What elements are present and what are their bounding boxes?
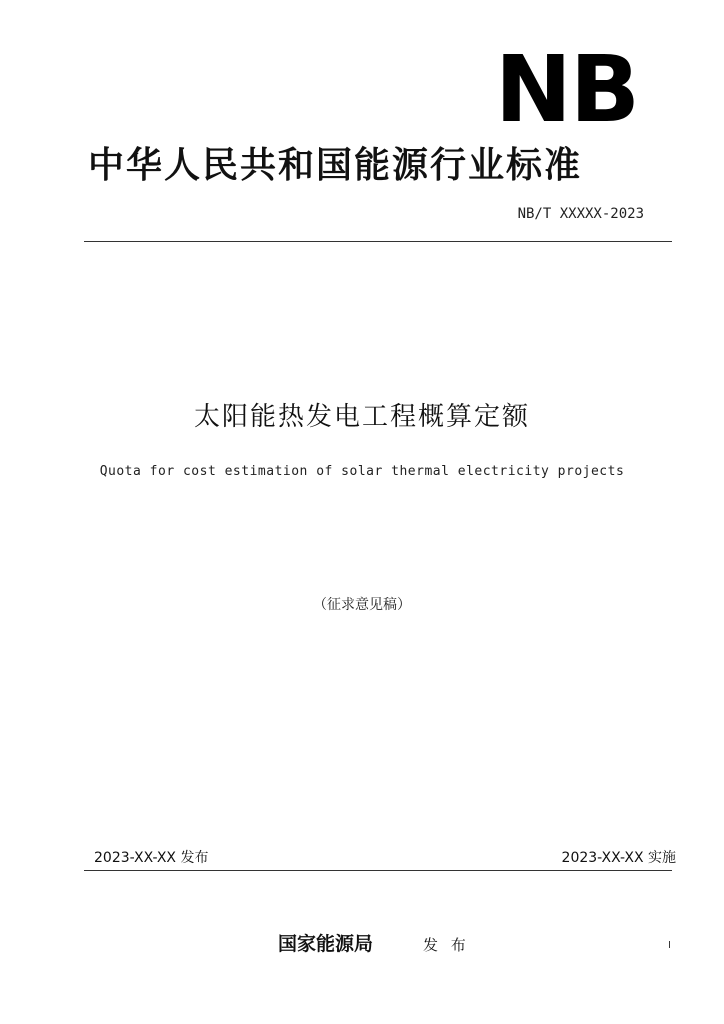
publish-label: 发 布 [423,936,470,954]
header-divider [84,241,672,242]
implementation-date: 2023-XX-XX 实施 [561,850,676,866]
issue-date: 2023-XX-XX 发布 [94,850,209,866]
standard-category-title: 中华人民共和国能源行业标准 [88,145,583,186]
publisher-name: 国家能源局 [278,933,374,955]
footer-divider [84,870,672,871]
document-title-en: Quota for cost estimation of solar thermal electricity projects [99,464,625,479]
draft-status: （征求意见稿） [313,597,411,613]
nb-logo: NB [494,36,638,143]
standard-code: NB/T XXXXX-2023 [517,206,644,222]
page-number: I [668,940,671,951]
document-title-cn: 太阳能热发电工程概算定额 [193,402,530,432]
